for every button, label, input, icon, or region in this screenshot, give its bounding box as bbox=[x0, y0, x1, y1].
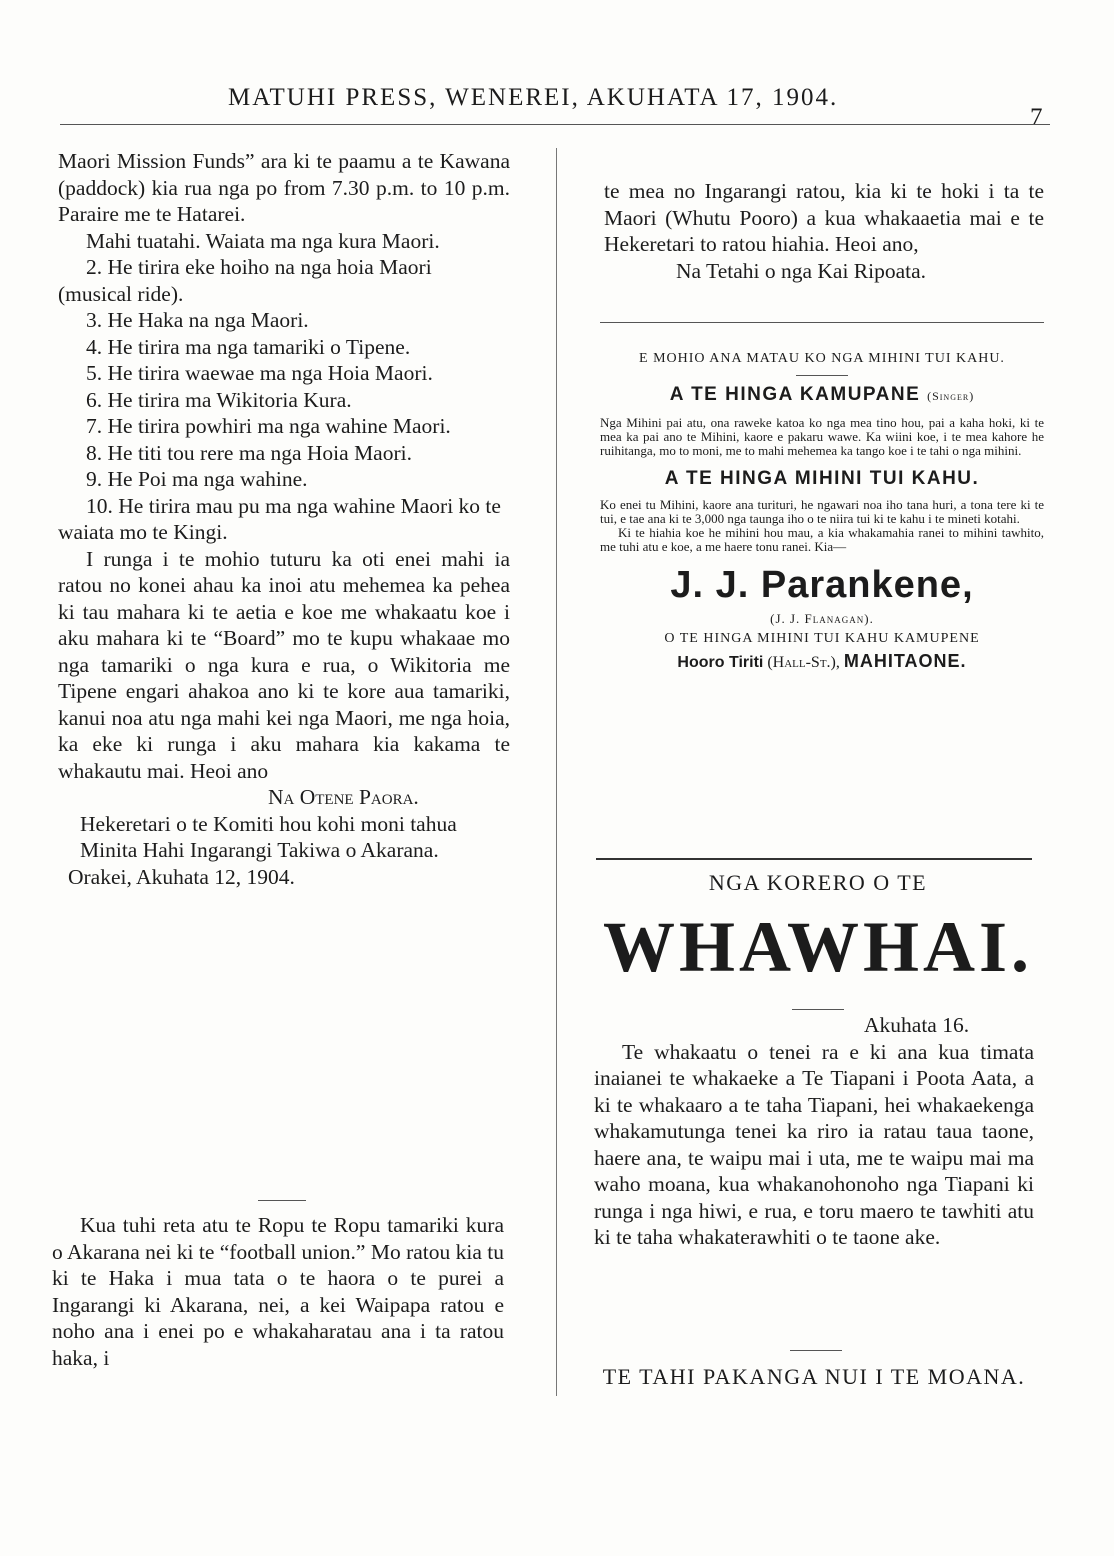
advert-short-rule bbox=[796, 375, 848, 376]
program-item-8: 8. He titi tou rere ma nga Hoia Maori. bbox=[86, 440, 412, 465]
signature: Na Otene Paora. bbox=[268, 785, 419, 809]
advert-name-alt: (J. J. Flanagan). bbox=[770, 611, 874, 626]
program-item-4: 4. He tirira ma nga tamariki o Tipene. bbox=[86, 334, 411, 359]
program-item-5: 5. He tirira waewae ma nga Hoia Maori. bbox=[86, 361, 433, 385]
signature-place-date: Orakei, Akuhata 12, 1904. bbox=[68, 864, 295, 889]
advert-heading-1-text: A TE HINGA KAMUPANE bbox=[669, 384, 921, 405]
news-body: Te whakaatu o tenei ra e ki ana kua timata inaianei te whakaeke a Te Tiapani i Poota Aata, a ki te whakaaro a te taha Tiapani, hei whakaekenga whakamutunga tenei ka riro ia ratau taua taone, haere ana, te waipu mai i uta, me te waipu mai ma waho moana, kua whakanohonoho nga Tiapani ki runga i nga hiwi, e rua, e toru maero te tawhiti atu ki te taha whakaterawhiti o te taone ake. bbox=[594, 1039, 1034, 1249]
right-rule-1 bbox=[600, 322, 1044, 323]
left-para-3: Kua tuhi reta atu te Ropu te Ropu tamariki kura o Akarana nei ki te “football union.” Mo ratou kia tu ki te Haka i mua tata o te haora o te purei a Ingarangi ki Akarana, nei, a kei Waipapa ratou e noho ana i enei po e whakaharatau ana i ta ratou haka, i bbox=[52, 1213, 504, 1370]
news-date: Akuhata 16. bbox=[864, 1013, 970, 1037]
right-rule-2 bbox=[596, 858, 1032, 860]
advert-address bbox=[600, 651, 1044, 672]
program-item-9: 9. He Poi ma nga wahine. bbox=[86, 467, 308, 491]
header-rule bbox=[60, 124, 1050, 125]
news-body-block bbox=[594, 1012, 1034, 1251]
right-continuation bbox=[604, 178, 1044, 284]
left-column bbox=[58, 148, 510, 890]
advert-heading-1-small: (Singer) bbox=[927, 389, 975, 403]
news-subhead: TE TAHI PAKANGA NUI I TE MOANA. bbox=[602, 1364, 1026, 1389]
page-number: 7 bbox=[1030, 104, 1043, 131]
advert-body-1: Nga Mihini pai atu, ona raweke katoa ko nga mea tino hou, pai a kaha hoki, ki te mea ka pai ano te Mihini, kaore e pakaru wawe. Ka wiini koe, i te mea kahore he ruihitanga, mo to moni, me to mahi mehemea ka tango koe i te tahi o nga mihini. bbox=[600, 415, 1044, 458]
advert-heading-1 bbox=[600, 384, 1044, 406]
news-end-rule bbox=[790, 1350, 842, 1351]
sewing-machine-advert bbox=[600, 350, 1044, 672]
continuation-signature: Na Tetahi o nga Kai Ripoata. bbox=[676, 258, 927, 283]
program-item-2: 2. He tirira eke hoiho na nga hoia Maori (musical ride). bbox=[58, 255, 432, 306]
continuation-text: te mea no Ingarangi ratou, kia ki te hoki i ta te Maori (Whutu Pooro) a kua whakaaetia mai e te Hekeretari to ratou hiahia. Heoi ano, bbox=[604, 179, 1044, 256]
news-kicker: NGA KORERO O TE bbox=[708, 870, 928, 895]
advert-heading-2: A TE HINGA MIHINI TUI KAHU. bbox=[664, 468, 980, 489]
news-short-rule bbox=[792, 1009, 844, 1010]
program-item-10: 10. He tirira mau pu ma nga wahine Maori ko te waiata mo te Kingi. bbox=[58, 493, 501, 544]
war-news bbox=[600, 870, 1036, 1010]
program-item-3: 3. He Haka na nga Maori. bbox=[86, 308, 309, 332]
advert-town: MAHITAONE. bbox=[843, 651, 967, 671]
advert-name: J. J. Parankene, bbox=[670, 564, 974, 606]
signature-title: Hekeretari o te Komiti hou kohi moni tahua Minita Hahi Ingarangi Takiwa o Akarana. bbox=[80, 811, 457, 862]
advert-street-alt: (Hall-St.), bbox=[767, 654, 840, 671]
program-item-7: 7. He tirira powhiri ma nga wahine Maori. bbox=[86, 414, 451, 438]
news-headline: WHAWHAI. bbox=[602, 907, 1034, 987]
advert-body-2: Ko enei tu Mihini, kaore ana turituri, he ngawari noa iho tana huri, a tona tere ki te tui, e tae ana ki te 3,000 nga taunga iho o te niira tui ki te kahu i te mineti kotahi. bbox=[600, 497, 1044, 526]
column-divider bbox=[556, 148, 557, 1396]
left-column-lower bbox=[52, 1212, 504, 1371]
advert-street: Hooro Tiriti bbox=[677, 654, 764, 671]
left-para-1: Maori Mission Funds” ara ki te paamu a te Kawana (paddock) kia rua nga po from 7.30 p.m. to 10 p.m. Paraire me te Hatarei. bbox=[58, 149, 510, 226]
left-para-2: I runga i te mohio tuturu ka oti enei mahi ia ratou no konei ahau ka inoi atu mehemea ka pehea ki tau mahara ki te aetia e koe me whakaatu koe i aku mahara ki te “Board” mo te kupu whakaae mo nga tamariki o nga kura e rua, o Wikitoria me Tipene engari ahakoa ano ki te kore aua tamariki, kanui noa atu nga mahi kei nga Maori, me nga hoia, ka eke ki runga i aku mahara kia kakama te whakautu mai. Heoi ano bbox=[58, 546, 510, 783]
advert-company: O TE HINGA MIHINI TUI KAHU KAMUPENE bbox=[664, 631, 980, 646]
program-item-1: Mahi tuatahi. Waiata ma nga kura Maori. bbox=[86, 228, 440, 253]
left-separator-rule bbox=[258, 1200, 306, 1201]
advert-body-3: Ki te hiahia koe he mihini hou mau, a kia whakamahia ranei to mihini tawhito, me tuhi atu e koe, a me haere tonu ranei. Kia— bbox=[600, 525, 1044, 554]
page-header-title: MATUHI PRESS, WENEREI, AKUHATA 17, 1904. bbox=[228, 84, 839, 111]
advert-intro: E MOHIO ANA MATAU KO NGA MIHINI TUI KAHU. bbox=[639, 351, 1005, 366]
program-item-6: 6. He tirira ma Wikitoria Kura. bbox=[86, 387, 352, 412]
